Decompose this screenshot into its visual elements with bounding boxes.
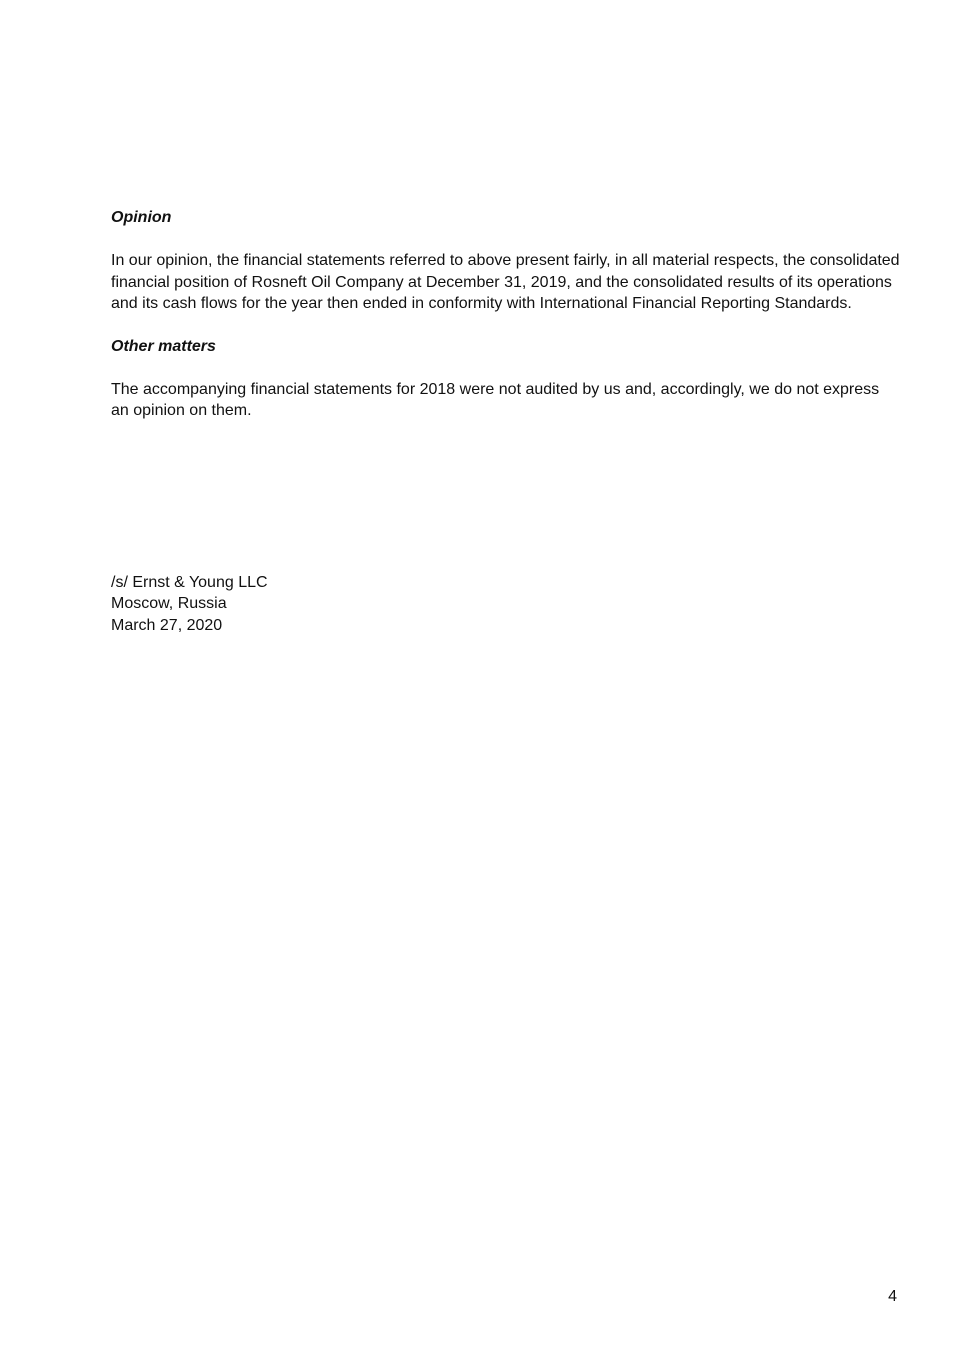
opinion-section bbox=[111, 207, 901, 315]
page-number: 4 bbox=[888, 1288, 897, 1305]
other-matters-paragraph: The accompanying financial statements for 2018 were not audited by us and, accordingly, we do not express an opinion on them. bbox=[111, 380, 880, 419]
report-body bbox=[111, 207, 901, 636]
other-matters-section bbox=[111, 336, 901, 422]
opinion-paragraph: In our opinion, the financial statements referred to above present fairly, in all material respects, the consolidated financial position of Rosneft Oil Company at December 31, 2019, and the consolidated results of its operations and its cash flows for the year then ended in conformity with International Financial Reporting Standards. bbox=[111, 252, 900, 312]
signature-date: March 27, 2020 bbox=[111, 616, 223, 634]
other-matters-heading: Other matters bbox=[111, 337, 216, 355]
signature-location: Moscow, Russia bbox=[111, 595, 227, 612]
signature-block bbox=[111, 572, 901, 637]
signature-firm: /s/ Ernst & Young LLC bbox=[111, 573, 268, 591]
opinion-heading: Opinion bbox=[111, 209, 172, 226]
